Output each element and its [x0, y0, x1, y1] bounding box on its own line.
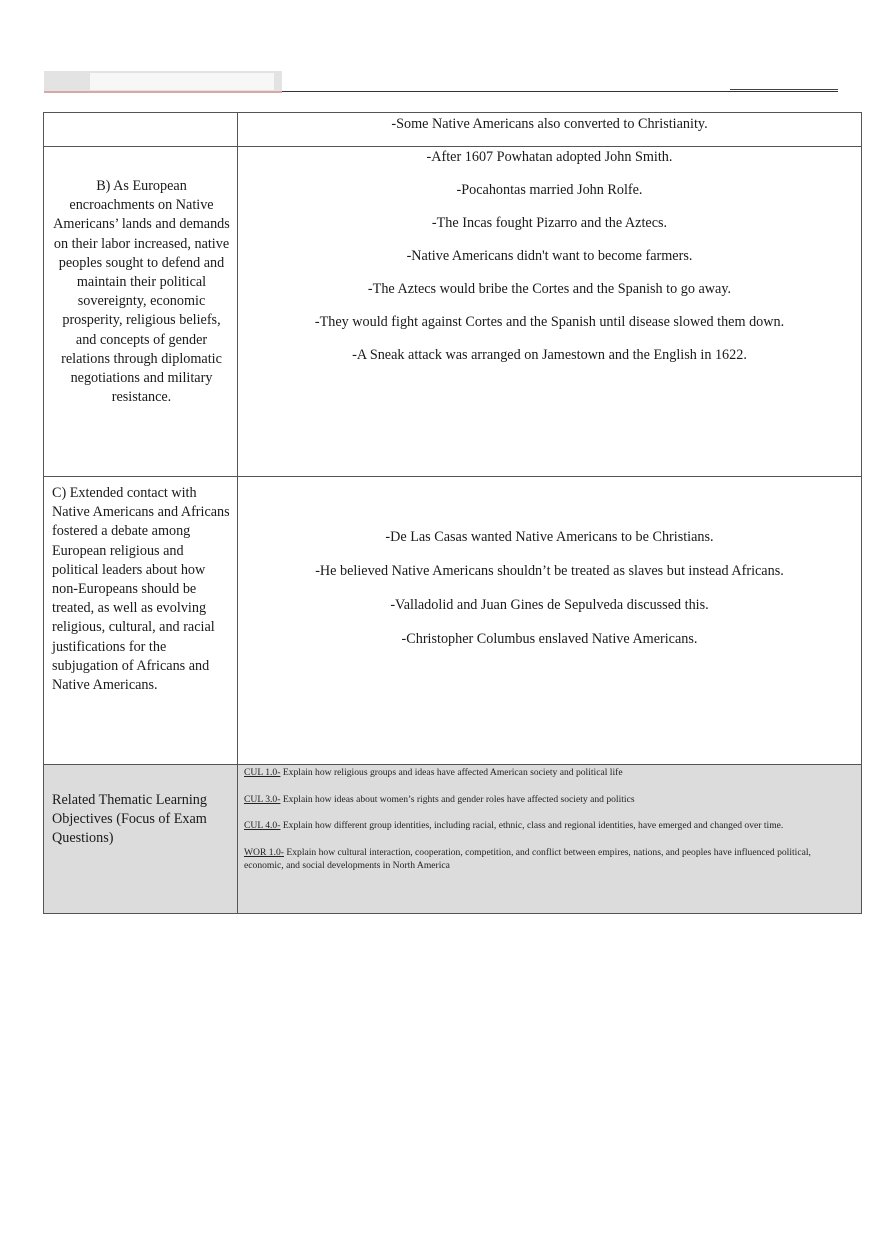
table-row: [44, 113, 862, 147]
table-row-objectives: [44, 765, 862, 914]
evidence-item: -A Sneak attack was arranged on Jamestown and the English in 1622.: [352, 347, 747, 363]
objectives-label: Related Thematic Learning Objectives (Focus of Exam Questions): [44, 765, 238, 914]
objective-code: WOR 1.0-: [244, 846, 284, 858]
table-row: [44, 477, 862, 765]
evidence-cell: [238, 147, 862, 477]
objective-item: [244, 766, 851, 780]
evidence-item: -Valladolid and Juan Gines de Sepulveda discussed this.: [390, 597, 709, 613]
header-tab-inner: [90, 73, 274, 90]
objective-text: Explain how different group identities, including racial, ethnic, class and regional identities, have emerged and changed over time.: [280, 820, 784, 831]
objectives-cell: [238, 765, 862, 914]
objective-text: Explain how ideas about women’s rights and gender roles have affected society and politics: [280, 793, 635, 805]
evidence-item: -The Aztecs would bribe the Cortes and the Spanish to go away.: [367, 281, 732, 297]
table-row: [44, 147, 862, 477]
objective-item: [244, 819, 851, 833]
evidence-item: -They would fight against Cortes and the Spanish until disease slowed them down.: [314, 314, 785, 330]
objective-text: Explain how religious groups and ideas have affected American society and political life: [280, 767, 623, 778]
header-accent-line: [44, 91, 282, 93]
outline-table: [43, 112, 862, 914]
evidence-item: -Native Americans didn't want to become farmers.: [406, 248, 693, 264]
evidence-item: -After 1607 Powhatan adopted John Smith.: [426, 149, 673, 165]
evidence-cell: [238, 477, 862, 765]
header-rule: [282, 91, 838, 92]
objective-item: [244, 846, 851, 873]
evidence-item: -The Incas fought Pizarro and the Aztecs.: [431, 215, 668, 231]
objective-text: Explain how cultural interaction, cooperation, competition, and conflict between empires, nations, and peoples have influenced political, economic, and social developments in North America: [244, 846, 811, 871]
topic-cell: B) As European encroachments on Native Americans’ lands and demands on their labor increased, native peoples sought to defend and maintain their political sovereignty, economic prosperity, religious beliefs, and concepts of gender relations through diplomatic negotiations and military resistance.: [44, 147, 238, 477]
topic-cell: [44, 113, 238, 147]
header-rule-short: [730, 89, 838, 90]
evidence-item: -Some Native Americans also converted to Christianity.: [391, 116, 708, 132]
evidence-item: -Pocahontas married John Rolfe.: [456, 182, 643, 198]
topic-cell: C) Extended contact with Native Americans and Africans fostered a debate among European religious and political leaders about how non-Europeans should be treated, as well as evolving religious, cultural, and racial justifications for the subjugation of Africans and Native Americans.: [44, 477, 238, 765]
evidence-cell: [238, 113, 862, 147]
objective-code: CUL 1.0-: [244, 767, 281, 778]
evidence-item: -He believed Native Americans shouldn’t be treated as slaves but instead Africans.: [315, 563, 784, 579]
evidence-item: -Christopher Columbus enslaved Native Americans.: [401, 631, 698, 647]
objective-item: [244, 793, 851, 807]
objective-code: CUL 3.0-: [244, 793, 281, 805]
evidence-item: -De Las Casas wanted Native Americans to be Christians.: [385, 529, 714, 545]
objective-code: CUL 4.0-: [244, 820, 281, 831]
